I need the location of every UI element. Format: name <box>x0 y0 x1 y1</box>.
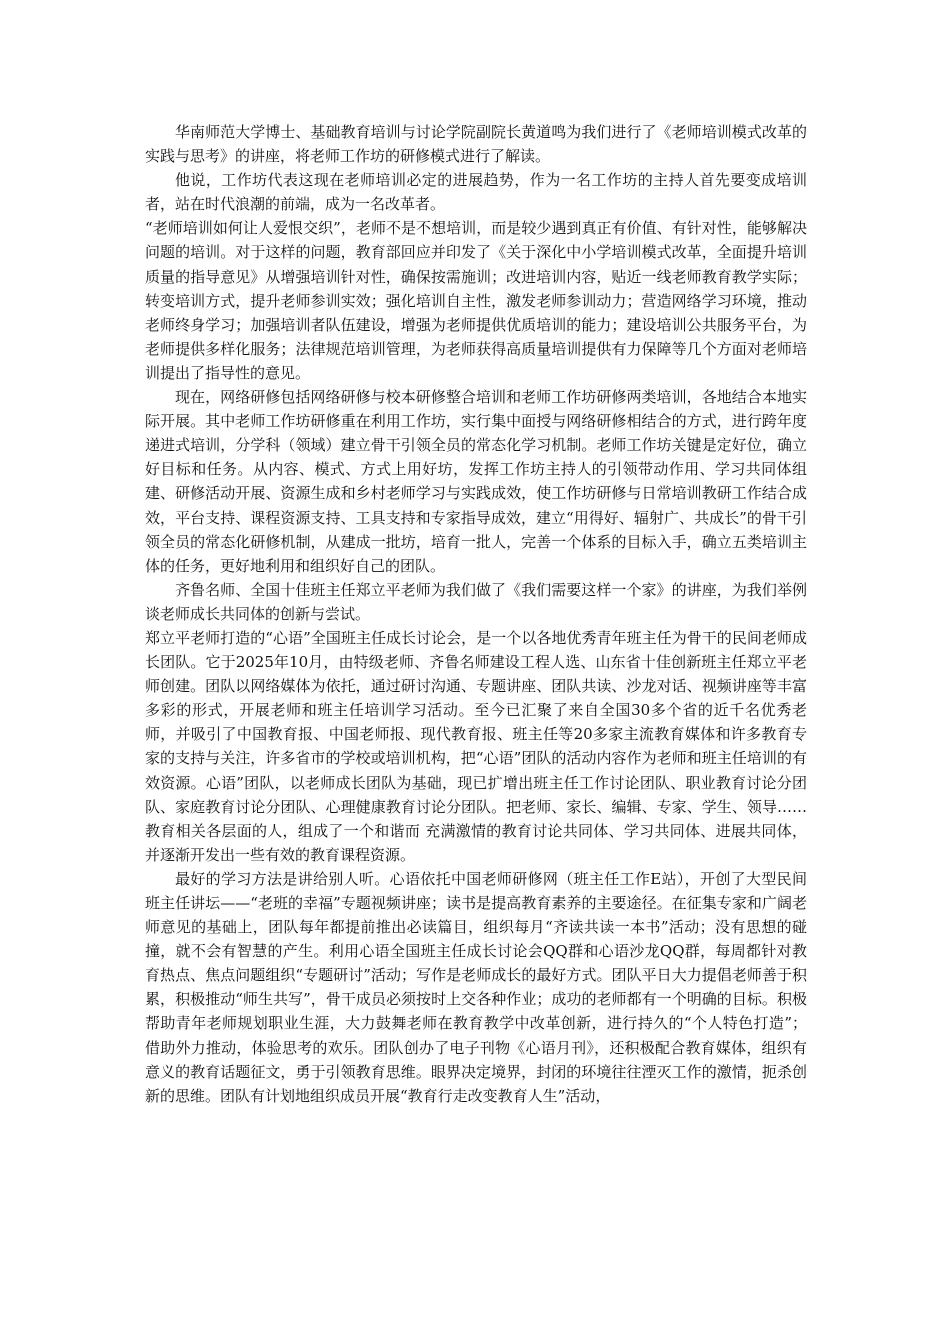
paragraph-4: 现在，网络研修包括网络研修与校本研修整合培训和老师工作坊研修两类培训，各地结合本地实际开展。其中老师工作坊研修重在利用工作坊，实行集中面授与网络研修相结合的方式，进行跨年度递进式培训，分学科（领域）建立骨干引领全员的常态化学习机制。老师工作坊关键是定好位，确立好目标和任务。从内容、模式、方式上用好坊，发挥工作坊主持人的引领带动作用、学习共同体组建、研修活动开展、资源生成和乡村老师学习与实践成效，使工作坊研修与日常培训教研工作结合成效，平台支持、课程资源支持、工具支持和专家指导成效，建立“用得好、辐射广、共成长”的骨干引领全员的常态化研修机制，从建成一批坊，培育一批人，完善一个体系的目标入手，确立五类培训主体的任务，更好地利用和组织好自己的团队。 <box>145 388 807 575</box>
document-body <box>145 120 807 1108</box>
paragraph-6: 郑立平老师打造的“心语”全国班主任成长讨论会，是一个以各地优秀青年班主任为骨干的民间老师成长团队。它于2025年10月，由特级老师、齐鲁名师建设工程人选、山东省十佳创新班主任郑立平老师创建。团队以网络媒体为依托，通过研讨沟通、专题讲座、团队共读、沙龙对话、视频讲座等丰富多彩的形式，开展老师和班主任培训学习活动。至今已汇聚了来自全国30多个省的近千名优秀老师，并吸引了中国教育报、中国老师报、现代教育报、班主任等20多家主流教育媒体和许多教育专家的支持与关注，许多省市的学校或培训机构，把“心语”团队的活动内容作为老师和班主任培训的有效资源。心语”团队，以老师成长团队为基础，现已扩增出班主任工作讨论团队、职业教育讨论分团队、家庭教育讨论分团队、心理健康教育讨论分团队。把老师、家长、编辑、专家、学生、领导……教育相关各层面的人，组成了一个和谐而 充满激情的教育讨论共同体、学习共同体、进展共同体，并逐渐开发出一些有效的教育课程资源。 <box>145 628 807 864</box>
paragraph-3: “老师培训如何让人爱恨交织”，老师不是不想培训，而是较少遇到真正有价值、有针对性，能够解决问题的培训。对于这样的问题，教育部回应并印发了《关于深化中小学培训模式改革，全面提升培训质量的指导意见》从增强培训针对性，确保按需施训；改进培训内容，贴近一线老师教育教学实际；转变培训方式，提升老师参训实效；强化培训自主性，激发老师参训动力；营造网络学习环境，推动老师终身学习；加强培训者队伍建设，增强为老师提供优质培训的能力；建设培训公共服务平台，为老师提供多样化服务；法律规范培训管理，为老师获得高质量培训提供有力保障等几个方面对老师培训提出了指导性的意见。 <box>145 219 807 382</box>
paragraph-5: 齐鲁名师、全国十佳班主任郑立平老师为我们做了《我们需要这样一个家》的讲座，为我们举例谈老师成长共同体的创新与尝试。 <box>145 580 807 623</box>
paragraph-1: 华南师范大学博士、基础教育培训与讨论学院副院长黄道鸣为我们进行了《老师培训模式改革的实践与思考》的讲座，将老师工作坊的研修模式进行了解读。 <box>145 123 807 166</box>
paragraph-2: 他说，工作坊代表这现在老师培训必定的进展趋势，作为一名工作坊的主持人首先要变成培训者，站在时代浪潮的前端，成为一名改革者。 <box>145 171 807 214</box>
paragraph-7: 最好的学习方法是讲给别人听。心语依托中国老师研修网（班主任工作E站），开创了大型民间班主任讲坛——“老班的幸福”专题视频讲座；读书是提高教育素养的主要途径。在征集专家和广阔老师意见的基础上，团队每年都提前推出必读篇目，组织每月“齐读共读一本书”活动；没有思想的碰撞，就不会有智慧的产生。利用心语全国班主任成长讨论会QQ群和心语沙龙QQ群，每周都针对教育热点、焦点问题组织“专题研讨”活动；写作是老师成长的最好方式。团队平日大力提倡老师善于积累，积极推动“师生共写”，骨干成员必须按时上交各种作业；成功的老师都有一个明确的目标。积极帮助青年老师规划职业生涯，大力鼓舞老师在教育教学中改革创新，进行持久的“个人特色打造”； 借助外力推动，体验思考的欢乐。团队创办了电子刊物《心语月刊》，还积极配合教育媒体，组织有意义的教育话题征文，勇于引领教育思维。眼界决定境界，封闭的环境往往湮灭工作的激情，扼杀创新的思维。团队有计划地组织成员开展“教育行走改变教育人生”活动， <box>145 869 807 1105</box>
